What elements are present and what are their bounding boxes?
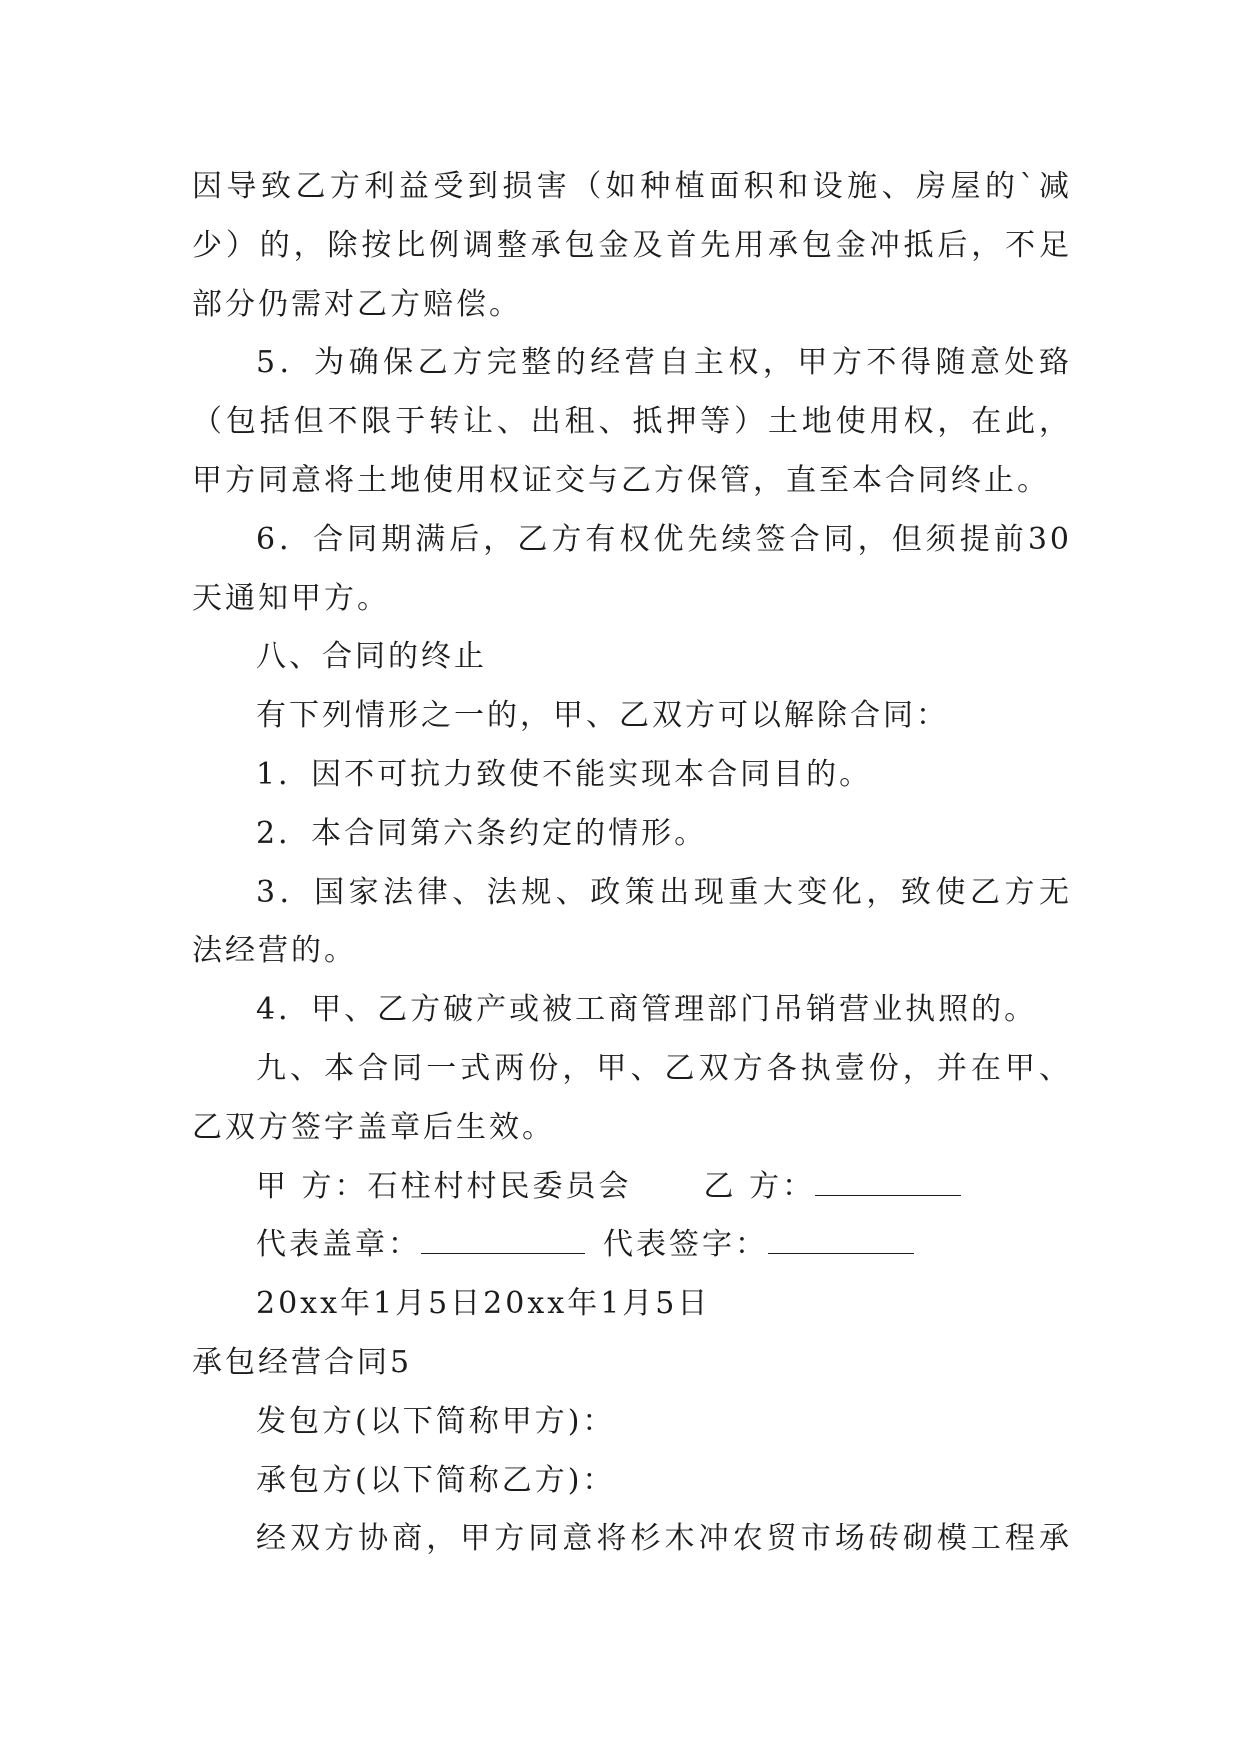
seal-label: 代表盖章： [256,1227,421,1263]
text-line: 部分仍需对乙方赔偿。 [192,286,522,322]
signature-parties-row [192,1158,1072,1217]
employer-row [192,1393,1072,1452]
text-line: 因导致乙方利益受到损害（如种植面积和设施、房屋的`减 [192,169,1072,204]
paragraph-clause-6 [192,511,1072,629]
text-line: 少）的，除按比例调整承包金及首先用承包金冲抵后，不足 [192,227,1072,263]
text-line: 3．国家法律、法规、政策出现重大变化，致使乙方无 [256,874,1072,910]
section-heading-termination [192,628,1072,687]
text-line: 八、合同的终止 [256,639,487,675]
party-b-blank [815,1165,961,1196]
paragraph-termination-4 [192,981,1072,1040]
text-line: 甲方同意将土地使用权证交与乙方保管，直至本合同终止。 [192,462,1050,498]
text-line: 天通知甲方。 [192,580,390,616]
text-line: 乙双方签字盖章后生效。 [192,1109,555,1145]
contractor-row [192,1452,1072,1511]
document-body [192,158,1072,1569]
signature-dates-row [192,1275,1072,1334]
party-b-label: 乙 方： [703,1168,816,1204]
text-line: 2．本合同第六条约定的情形。 [256,815,708,851]
sign-label: 代表签字： [603,1227,768,1263]
text-line: 6．合同期满后，乙方有权优先续签合同，但须提前30 [256,521,1072,557]
paragraph-copies-effect [192,1040,1072,1158]
seal-blank [421,1223,585,1254]
text-line: 4．甲、乙方破产或被工商管理部门吊销营业执照的。 [256,992,1038,1028]
employer-label: 发包方(以下简称甲方)： [256,1403,616,1439]
paragraph-termination-3 [192,864,1072,982]
contract-intro-paragraph [192,1510,1072,1569]
paragraph-clause-5 [192,334,1072,510]
text-line: 1．因不可抗力致使不能实现本合同目的。 [256,756,873,792]
paragraph-damage-compensation [192,158,1072,334]
paragraph-termination-1 [192,746,1072,805]
text-line: 九、本合同一式两份，甲、乙双方各执壹份，并在甲、 [256,1050,1072,1086]
party-a-label: 甲 方：石柱村村民委员会 [256,1168,632,1204]
signature-dates: 20xx年1月5日20xx年1月5日 [256,1286,711,1322]
contract-title: 承包经营合同5 [192,1344,413,1380]
sign-blank [768,1223,914,1254]
contractor-label: 承包方(以下简称乙方)： [256,1462,616,1498]
text-line: 经双方协商，甲方同意将杉木冲农贸市场砖砌模工程承 [256,1521,1072,1557]
paragraph-termination-intro [192,687,1072,746]
text-line: 法经营的。 [192,933,357,969]
text-line: 有下列情形之一的，甲、乙双方可以解除合同： [256,698,949,734]
signature-seal-row [192,1216,1072,1275]
text-line: （包括但不限于转让、出租、抵押等）土地使用权，在此， [192,404,1072,440]
paragraph-termination-2 [192,805,1072,864]
next-contract-title [192,1334,1072,1393]
text-line: 5．为确保乙方完整的经营自主权，甲方不得随意处臵 [256,345,1072,381]
